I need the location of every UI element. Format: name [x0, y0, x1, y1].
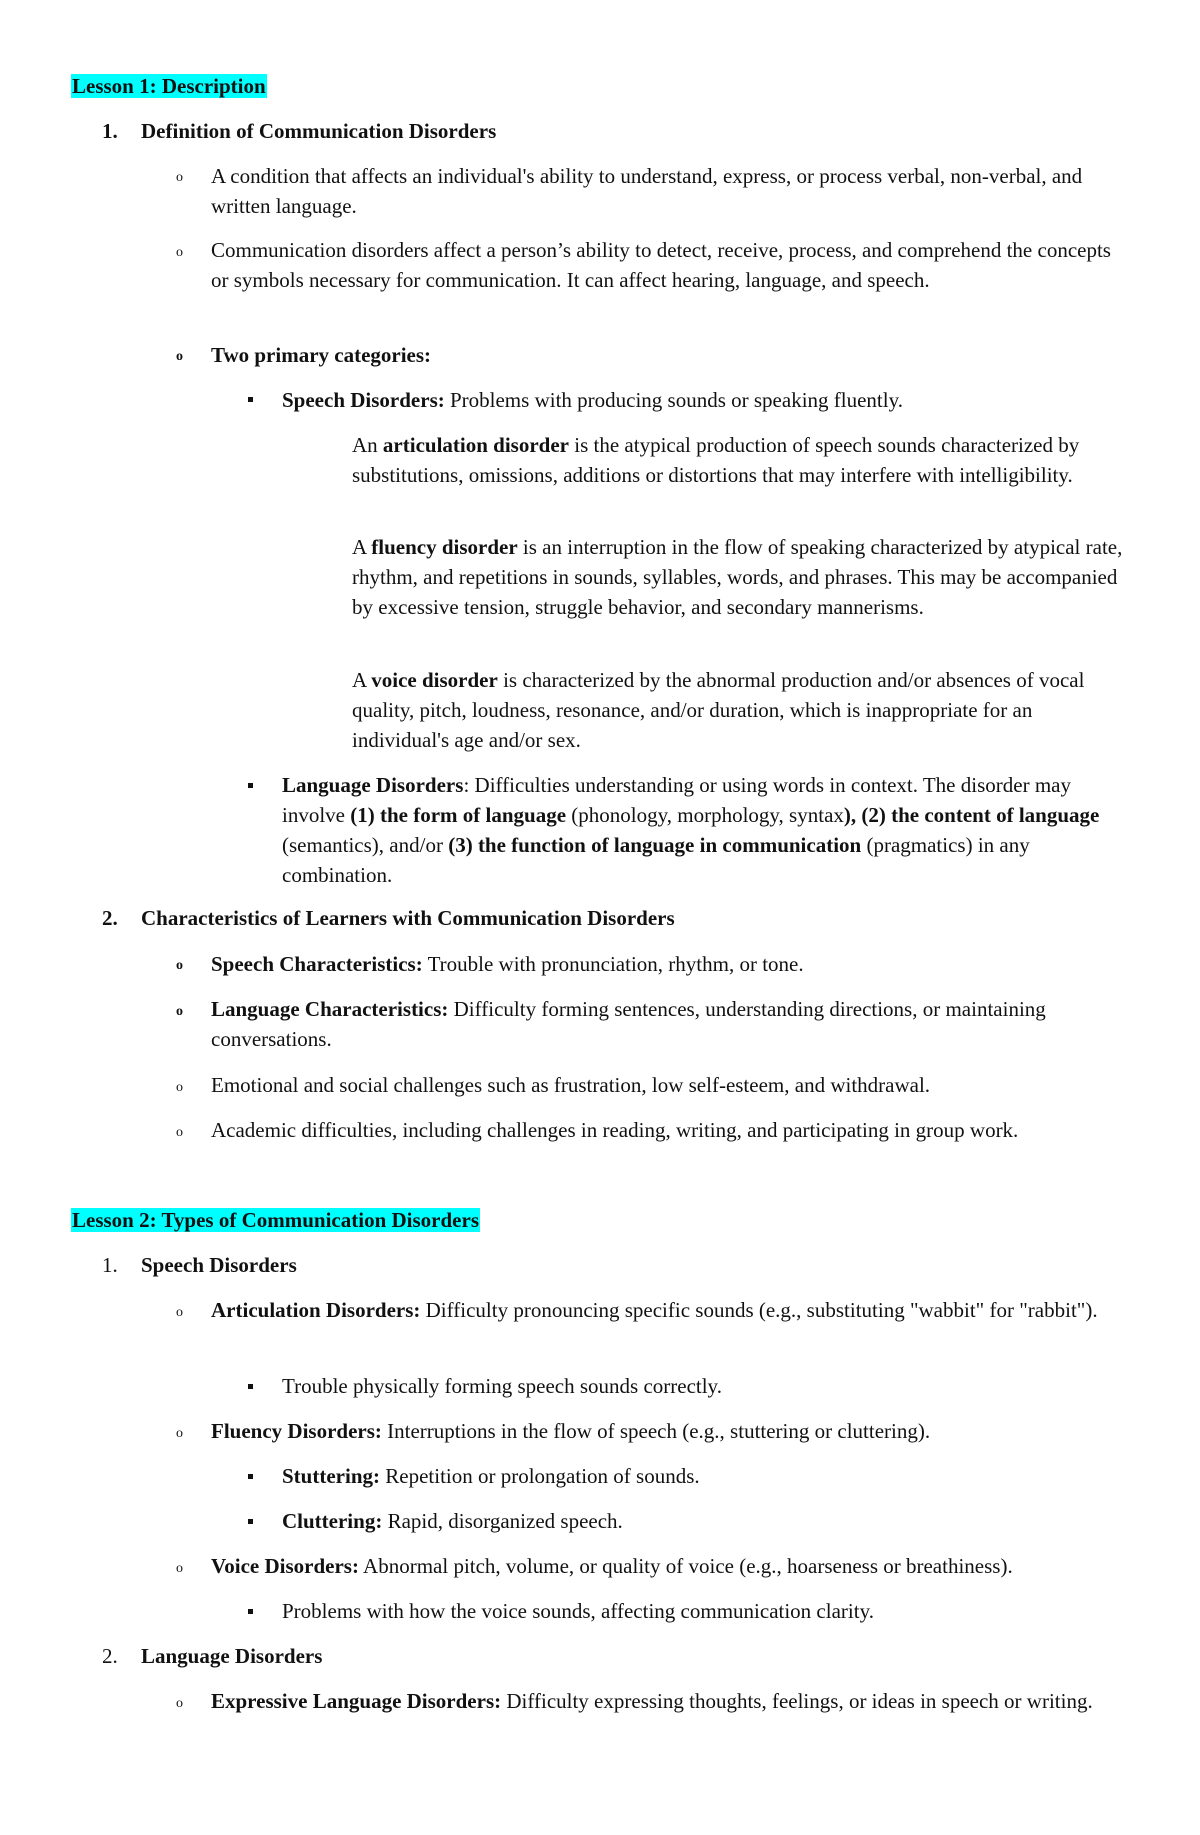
square-bullet-icon — [248, 1384, 253, 1389]
square-bullet-icon — [248, 1474, 253, 1479]
expressive-language-disorders-item: Expressive Language Disorders: Difficulty expressing thoughts, feelings, or ideas in speech or writing. — [211, 1689, 1093, 1713]
lesson1-heading — [71, 71, 267, 101]
section-number: 2. — [102, 906, 118, 930]
section-number: 1. — [102, 1253, 118, 1277]
voice-disorders-item: Voice Disorders: Abnormal pitch, volume, or quality of voice (e.g., hoarseness or breathiness). — [211, 1554, 1013, 1578]
square-bullet-icon — [248, 1609, 253, 1614]
o-bullet-icon: o — [176, 1696, 183, 1711]
o-bullet-icon: o — [176, 349, 183, 364]
section-title-definition: Definition of Communication Disorders — [141, 119, 497, 143]
voice-sub-item: Problems with how the voice sounds, affecting communication clarity. — [282, 1599, 874, 1623]
section-title-language-disorders: Language Disorders — [141, 1644, 323, 1668]
speech-disorders-item: Speech Disorders: Problems with producing sounds or speaking fluently. — [282, 388, 903, 412]
voice-disorder-definition: A voice disorder is characterized by the abnormal production and/or absences of vocal quality, pitch, loudness, resonance, and/or duration, which is inappropriate for an individual's age and/or sex. — [352, 668, 1085, 752]
square-bullet-icon — [248, 397, 253, 402]
square-bullet-icon — [248, 783, 253, 788]
section-number: 2. — [102, 1644, 118, 1668]
lesson1-title: Lesson 1: Description — [72, 74, 266, 98]
o-bullet-icon: o — [176, 1125, 183, 1140]
academic-difficulties: Academic difficulties, including challenges in reading, writing, and participating in group work. — [211, 1118, 1019, 1142]
articulation-disorder-definition: An articulation disorder is the atypical production of speech sounds characterized by substitutions, omissions, additions or distortions that may interfere with intelligibility. — [352, 433, 1080, 487]
articulation-disorders-item: Articulation Disorders: Difficulty pronouncing specific sounds (e.g., substituting "wabbit" for "rabbit"). — [211, 1298, 1098, 1322]
o-bullet-icon: o — [176, 170, 183, 185]
o-bullet-icon: o — [176, 1004, 183, 1019]
section-number: 1. — [102, 119, 118, 143]
fluency-disorder-definition: A fluency disorder is an interruption in the flow of speaking characterized by atypical rate, rhythm, and repetitions in sounds, syllables, words, and phrases. This may be accompanied by excessive tension, struggle behavior, and secondary mannerisms. — [352, 535, 1123, 619]
section-title-speech-disorders: Speech Disorders — [141, 1253, 297, 1277]
o-bullet-icon: o — [176, 1305, 183, 1320]
square-bullet-icon — [248, 1519, 253, 1524]
o-bullet-icon: o — [176, 1561, 183, 1576]
two-primary-categories: Two primary categories: — [211, 343, 432, 367]
definition-bullet-1: A condition that affects an individual's ability to understand, express, or process verbal, non-verbal, and written language. — [211, 164, 1083, 218]
fluency-disorders-item: Fluency Disorders: Interruptions in the flow of speech (e.g., stuttering or cluttering). — [211, 1419, 931, 1443]
lesson2-title: Lesson 2: Types of Communication Disorders — [72, 1208, 479, 1232]
section-title-characteristics: Characteristics of Learners with Communication Disorders — [141, 906, 675, 930]
o-bullet-icon: o — [176, 958, 183, 973]
o-bullet-icon: o — [176, 1426, 183, 1441]
speech-characteristics: Speech Characteristics: Trouble with pronunciation, rhythm, or tone. — [211, 952, 804, 976]
language-characteristics: Language Characteristics: Difficulty forming sentences, understanding directions, or maintaining conversations. — [211, 997, 1046, 1051]
lesson2-heading — [71, 1205, 480, 1235]
o-bullet-icon: o — [176, 245, 183, 260]
o-bullet-icon: o — [176, 1080, 183, 1095]
emotional-social-challenges: Emotional and social challenges such as frustration, low self-esteem, and withdrawal. — [211, 1073, 931, 1097]
stuttering-item: Stuttering: Repetition or prolongation of sounds. — [282, 1464, 700, 1488]
definition-bullet-2: Communication disorders affect a person’s ability to detect, receive, process, and comprehend the concepts or symbols necessary for communication. It can affect hearing, language, and speech. — [211, 238, 1111, 292]
language-disorders-item: Language Disorders: Difficulties understanding or using words in context. The disorder may involve (1) the form of language (phonology, morphology, syntax), (2) the content of language (semantics), and/or (3) the function of language in communication (pragmatics) in any combination. — [282, 773, 1100, 887]
cluttering-item: Cluttering: Rapid, disorganized speech. — [282, 1509, 623, 1533]
articulation-sub-item: Trouble physically forming speech sounds correctly. — [282, 1374, 722, 1398]
